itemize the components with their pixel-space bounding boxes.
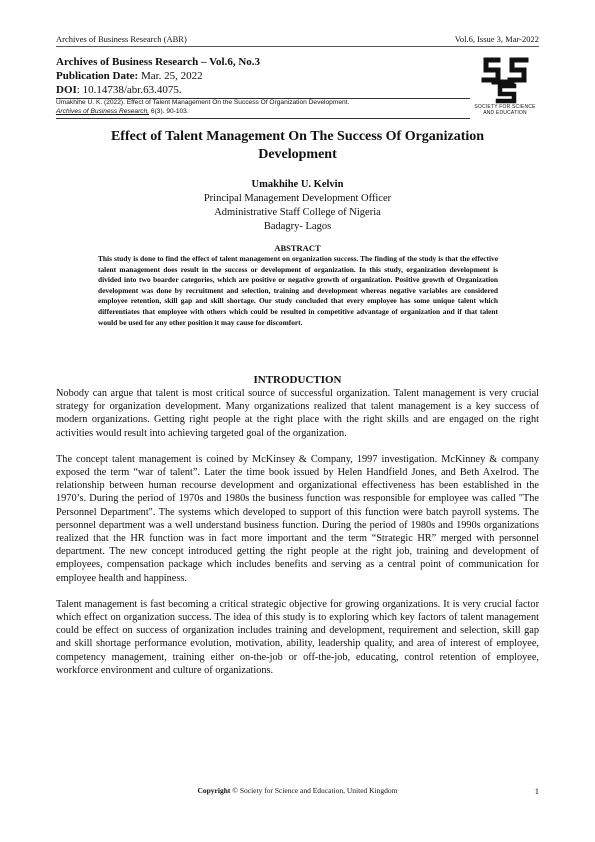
footer-copyright <box>197 786 397 795</box>
doi-line <box>56 83 456 97</box>
page-footer <box>56 786 539 795</box>
paper-title: Effect of Talent Management On The Success Of Organization Development <box>110 129 485 162</box>
doi-value: : 10.14738/abr.63.4075. <box>76 84 182 96</box>
author-position: Principal Management Development Officer <box>203 193 392 204</box>
author-institution: Administrative Staff College of Nigeria <box>214 207 381 218</box>
logo-caption-line2: AND EDUCATION <box>483 110 527 116</box>
logo-caption-line1: SOCIETY FOR SCIENCE <box>474 104 536 110</box>
running-header <box>56 34 539 44</box>
doi-label: DOI <box>56 84 77 96</box>
publication-date-label: Publication Date: <box>56 70 139 82</box>
publication-date: Mar. 25, 2022 <box>140 70 203 82</box>
citation-source <box>56 107 470 116</box>
copyright-label: Copyright <box>197 786 231 795</box>
paragraph: Nobody can argue that talent is most critical source of successful organization. Talent management is very crucial strategy for organization development. Many organizations realized that talent management is a key success of modern organizations. Getting right people at the right place with the right skills and are engaged on the right activities would result into achieving targeted goal of the organization. <box>56 388 539 439</box>
author-location: Badagry- Lagos <box>263 221 332 232</box>
journal-volume: Archives of Business Research – Vol.6, No.3 <box>56 56 261 68</box>
copyright-text: © Society for Science and Education, United Kingdom <box>230 786 398 795</box>
running-header-journal: Archives of Business Research (ABR) <box>56 34 187 44</box>
introduction-heading: INTRODUCTION <box>253 374 342 386</box>
citation-divider <box>56 118 470 119</box>
abstract-text: This study is done to find the effect of talent management on organization success. The finding of the study is that the effective talent management does result in the success or development of organization. In this study, organization development is divided into two boarder categories, which are positive or negative growth of organization. Positive growth of Organization development was done by recruitment and selection, training and development whereas negative variables are considered employee retention, skill gap and skill shortage. Our study concluded that every employee has some unique talent which differentiates that employee with others which could be resulted in competitive advantage of organization and if that talent would be used for any other position it may cause for discomfort. <box>98 254 498 327</box>
abstract-heading: ABSTRACT <box>274 243 321 253</box>
citation-journal-link[interactable]: Archives of Business Research, <box>56 108 150 115</box>
citation-details: 6(3). 90-103. <box>149 108 189 115</box>
header-divider <box>56 46 539 47</box>
page-number: 1 <box>534 786 539 796</box>
logo-caption <box>470 104 540 116</box>
introduction-body <box>56 387 539 690</box>
publication-date-line <box>56 69 456 83</box>
publication-info <box>56 55 456 97</box>
paragraph: The concept talent management is coined by McKinsey & Company, 1997 investigation. McKinney & company exposed the term “war of talent”. Later the time book issued by Helen Handfield Jones, and Beth Axelrod. The relationship between human recourse development and organizational effectiveness has been established in the 1970’s. During the period of 1970s and 1980s the business function was responsible for employee was called "The Personnel Department". The systems which developed to support of this function were batch payroll systems. The personnel department was a well understand business function. During the period of 1980s and 1990s organizations realized that the HR function was in fact more important and the term “Strategic HR” merged with personnel department. The new concept introduced getting the right people at the right job, training and development of employees, compensation package which includes benefits and serving as a central point of communication for employee health and happiness. <box>56 453 539 584</box>
citation-line: Umakhihe U. K. (2022). Effect of Talent Management On the Success Of Organization Development. <box>56 99 350 106</box>
author-name: Umakhihe U. Kelvin <box>251 179 344 190</box>
running-header-issue: Vol.6, Issue 3, Mar-2022 <box>454 34 539 44</box>
citation <box>56 98 470 116</box>
paragraph: Talent management is fast becoming a critical strategic objective for growing organizations. It is very crucial factor which effect on organization success. The idea of this study is to exploring which key factors of talent management could be effect on success of organization includes training and development, requirement and selection, skill gap and skill shortage performance evolution, motivation, ability, leadership quality, and area of interest of employee, competency management, training either on-the-job or off-the-job, educating, control retention of employee, workforce environment and culture of organizations. <box>56 598 539 676</box>
author-block <box>120 178 475 234</box>
